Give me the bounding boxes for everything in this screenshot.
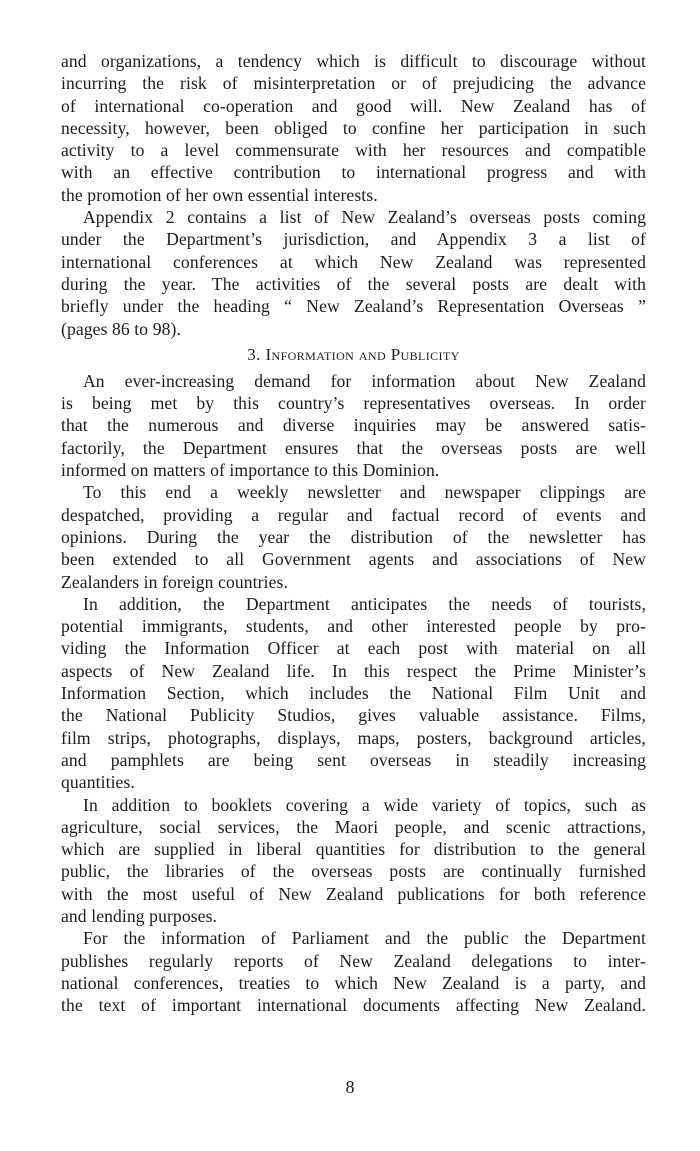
- text-line: opinions. During the year the distribution of the newsletter has: [61, 526, 646, 547]
- document-page: [61, 50, 646, 1016]
- text-line: that the numerous and diverse inquiries may be answered satis-: [61, 415, 646, 436]
- text-line: Appendix 2 contains a list of New Zealand’s overseas posts coming: [83, 207, 646, 228]
- text-line: Information Section, which includes the National Film Unit and: [61, 683, 646, 704]
- text-line: To this end a weekly newsletter and newspaper clippings are: [83, 482, 646, 503]
- text-line: the promotion of her own essential interests.: [61, 184, 378, 205]
- text-line: with the most useful of New Zealand publications for both reference: [61, 883, 646, 904]
- text-line: An ever-increasing demand for information about New Zealand: [83, 370, 646, 391]
- text-line: potential immigrants, students, and other interested people by pro-: [61, 616, 646, 637]
- text-line: film strips, photographs, displays, maps, posters, background articles,: [61, 727, 646, 748]
- text-line: For the information of Parliament and the public the Department: [83, 928, 646, 949]
- text-line: briefly under the heading “ New Zealand’s Representation Overseas ”: [61, 296, 646, 317]
- text-line: In addition, the Department anticipates the needs of tourists,: [83, 593, 646, 614]
- text-line: under the Department’s jurisdiction, and Appendix 3 a list of: [61, 229, 646, 250]
- text-line: during the year. The activities of the several posts are dealt with: [61, 273, 646, 294]
- text-line: international conferences at which New Zealand was represented: [61, 251, 646, 272]
- text-line: despatched, providing a regular and factual record of events and: [61, 504, 646, 525]
- text-line: aspects of New Zealand life. In this respect the Prime Minister’s: [61, 660, 646, 681]
- text-line: factorily, the Department ensures that the overseas posts are well: [61, 437, 646, 458]
- text-line: agriculture, social services, the Maori people, and scenic attractions,: [61, 816, 646, 837]
- text-line: necessity, however, been obliged to confine her participation in such: [61, 117, 646, 138]
- paragraph-continued: [61, 50, 646, 206]
- text-line: and pamphlets are being sent overseas in steadily increasing: [61, 749, 646, 770]
- section-title: Information and Publicity: [265, 344, 460, 364]
- text-line: activity to a level commensurate with her resources and compatible: [61, 140, 646, 161]
- text-line: Zealanders in foreign countries.: [61, 571, 288, 592]
- text-line: viding the Information Officer at each post with material on all: [61, 638, 646, 659]
- text-line: the National Publicity Studios, gives valuable assistance. Films,: [61, 705, 646, 726]
- text-line: and organizations, a tendency which is difficult to discourage without: [61, 51, 646, 71]
- text-line: (pages 86 to 98).: [61, 318, 181, 339]
- section-heading: [61, 344, 646, 366]
- text-line: with an effective contribution to international progress and with: [61, 162, 646, 183]
- paragraph-appendix: [61, 206, 646, 340]
- text-line: informed on matters of importance to this Dominion.: [61, 460, 440, 481]
- text-line: quantities.: [61, 772, 135, 793]
- paragraph-parliament: [61, 927, 646, 1016]
- section-number: 3.: [247, 344, 261, 364]
- text-line: publishes regularly reports of New Zealand delegations to inter-: [61, 950, 646, 971]
- text-line: national conferences, treaties to which New Zealand is a party, and: [61, 972, 646, 993]
- page-number: 8: [345, 1077, 355, 1097]
- text-line: which are supplied in liberal quantities for distribution to the general: [61, 839, 646, 860]
- text-line: the text of important international documents affecting New Zealand.: [61, 995, 646, 1016]
- text-line: and lending purposes.: [61, 905, 218, 926]
- text-line: of international co-operation and good will. New Zealand has of: [61, 95, 646, 116]
- paragraph-newsletter: [61, 481, 646, 592]
- text-line: is being met by this country’s representatives overseas. In order: [61, 393, 646, 414]
- text-line: public, the libraries of the overseas posts are continually furnished: [61, 861, 646, 882]
- paragraph-information-officer: [61, 593, 646, 794]
- paragraph-demand: [61, 370, 646, 481]
- text-line: In addition to booklets covering a wide variety of topics, such as: [83, 794, 646, 815]
- text-line: been extended to all Government agents and associations of New: [61, 549, 646, 570]
- text-line: incurring the risk of misinterpretation or of prejudicing the advance: [61, 73, 646, 94]
- paragraph-booklets: [61, 794, 646, 928]
